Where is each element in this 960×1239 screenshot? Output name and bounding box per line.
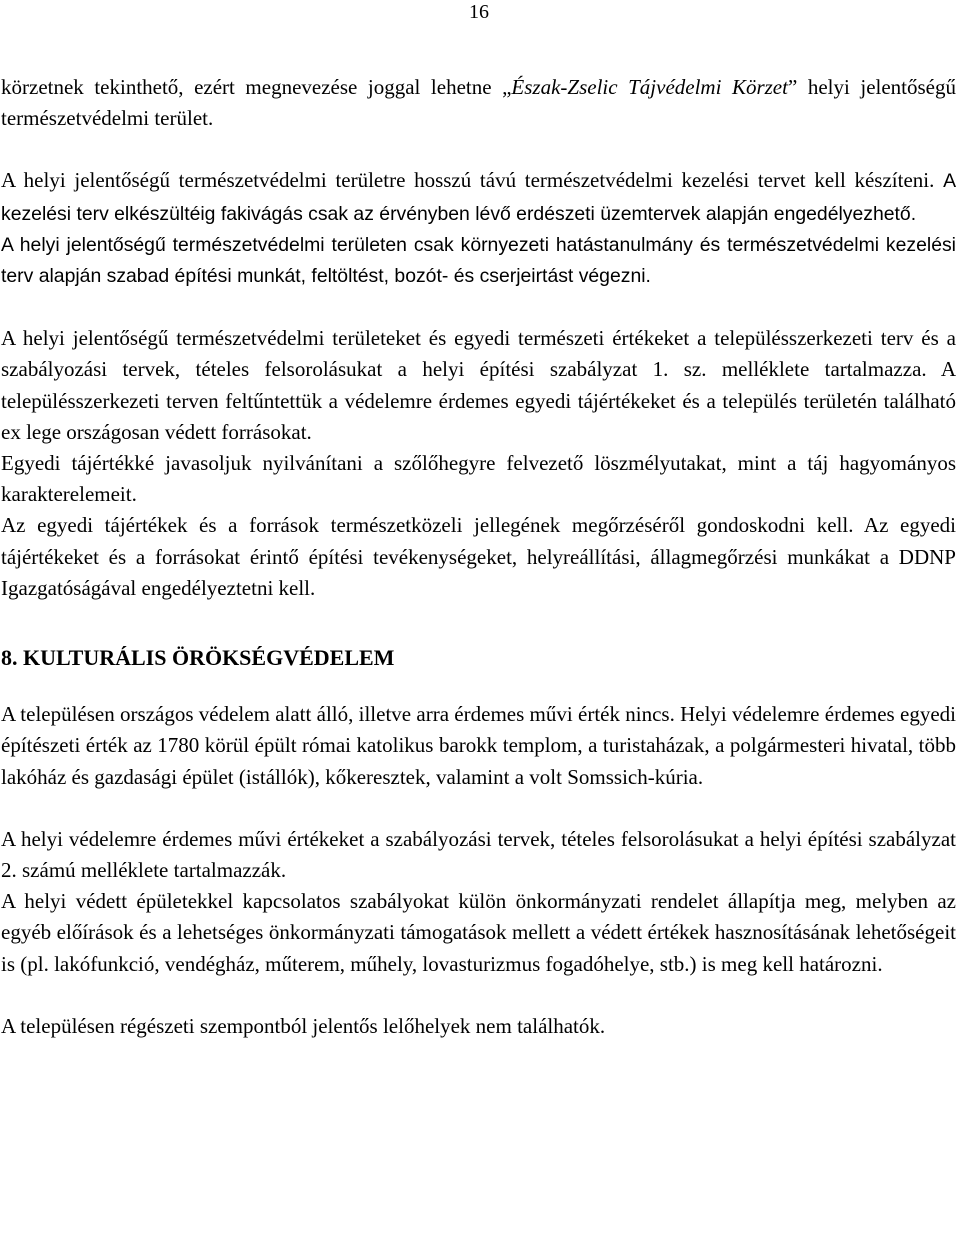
paragraph-intro-start: körzetnek tekinthető, ezért megnevezése joggal lehetne „	[1, 75, 512, 99]
paragraph-built-heritage: A településen országos védelem alatt álló, illetve arra érdemes művi érték nincs. Helyi védelemre érdemes egyedi építészeti érték az 1780 körül épült római katolikus barokk templom, a turistaházak, a polgármesteri hivatal, több lakóház és gazdasági épület (istállók), kőkeresztek, valamint a volt Somssich-kúria.	[1, 702, 956, 789]
paragraph-intro-end: ” helyi jelentőségű természetvédelmi terület.	[1, 75, 956, 131]
paragraph-logging-text: A kezelési terv elkészültéig fakivágás csak az érvényben lévő erdészeti üzemtervek alapján engedélyezhető.	[1, 170, 956, 225]
paragraph-protected-areas: A helyi jelentőségű természetvédelmi területeket és egyedi természeti értékeket a településszerkezeti terv és a szabályozási tervek, tételes felsorolásukat a helyi építési szabályzat 1. sz. melléklete tartalmazza. A településszerkezeti terven feltűntettük a védelemre érdemes egyedi tájértékeket és a település területén található ex lege országosan védett forrásokat.	[1, 326, 956, 444]
paragraph-construction-rules: A helyi jelentőségű természetvédelmi területen csak környezeti hatástanulmány és természetvédelmi kezelési terv alapján szabad építési munkát, feltöltést, bozót- és cserjeirtást végezni.	[1, 233, 956, 288]
paragraph-protected-values-list: A helyi védelemre érdemes művi értékeket a szabályozási tervek, tételes felsorolásukat a helyi építési szabályzat 2. számú melléklete tartalmazzák.	[1, 826, 956, 883]
paragraph-loess-roads: Egyedi tájértékké javasoljuk nyilvánítani a szőlőhegyre felvezető löszmélyutakat, mint a táj hagyományos karakterelemeit.	[1, 451, 956, 507]
paragraph-management-plan-text: A helyi jelentőségű természetvédelmi területre hosszú távú természetvédelmi kezelési tervet kell készíteni.	[1, 168, 935, 193]
paragraph-landscape-values: Az egyedi tájértékek és a források természetközeli jellegének megőrzéséről gondoskodni kell. Az egyedi tájértékeket és a forrásokat érintő építési tevékenységeket, helyreállítási, állagmegőrzési munkákat a DDNP Igazgatóságával engedélyeztetni kell.	[1, 513, 956, 600]
paragraph-intro	[1, 72, 956, 134]
paragraph-archaeology: A településen régészeti szempontból jelentős lelőhelyek nem találhatók.	[1, 1013, 606, 1038]
paragraph-local-regulation: A helyi védett épületekkel kapcsolatos szabályokat külön önkormányzati rendelet állapítja meg, melyben az egyéb előírások és a lehetséges önkormányzati támogatások mellett a védett értékek hasznosításának lehetőségeit is (pl. lakófunkció, vendégház, műterem, műhely, lovasturizmus fogadóhelye, stb.) is meg kell határozni.	[1, 889, 956, 976]
section-heading: 8. KULTURÁLIS ÖRÖKSÉGVÉDELEM	[1, 645, 395, 671]
document-body	[1, 72, 956, 1042]
paragraph-intro-italic: Észak-Zselic Tájvédelmi Körzet	[511, 75, 788, 99]
page-number: 16	[469, 1, 489, 23]
paragraph-management-plan	[1, 165, 956, 229]
